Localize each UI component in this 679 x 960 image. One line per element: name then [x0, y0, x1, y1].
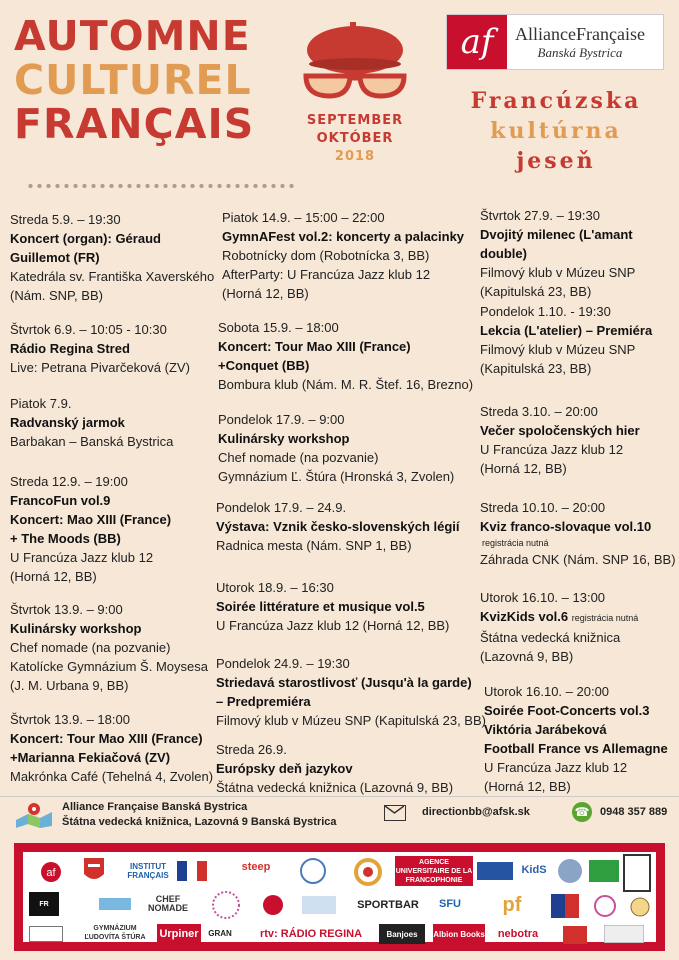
registration-note: registrácia nutná — [482, 538, 549, 548]
event-item: Utorok 16.10. – 20:00 Soirée Foot-Concerts vol.3 Viktória Jarábeková Football France vs Allemagne U Francúza Jazz klub 12 (Horná 12, BB) — [484, 684, 668, 794]
partner-logo — [477, 862, 513, 880]
partner-logo: steep — [241, 860, 271, 873]
partner-logo — [81, 856, 107, 886]
event-item: Streda 5.9. – 19:30 Koncert (organ): Géraud Guillemot (FR) Katedrála sv. Františka Xaverského (Nám. SNP, BB) — [10, 212, 215, 303]
partner-logo — [549, 892, 581, 920]
partner-logo: INSTITUT FRANÇAIS — [127, 862, 169, 880]
event-item: Piatok 14.9. – 15:00 – 22:00 GymnAFest vol.2: koncerty a palacinky Robotnícky dom (Robotnícka 3, BB) AfterParty: U Francúza Jazz klub 12 (Horná 12, BB) — [222, 210, 465, 301]
event-item: Štvrtok 13.9. – 18:00 Koncert: Tour Mao XIII (France) +Marianna Fekiačová (ZV) Makrónka Café (Tehelná 4, Zvolen) — [10, 712, 214, 784]
event-item: Pondelok 17.9. – 24.9. Výstava: Vznik česko-slovenských légií Radnica mesta (Nám. SNP 1, BB) — [216, 500, 460, 553]
date-range — [296, 112, 414, 166]
event-item: Streda 10.10. – 20:00 Kviz franco-slovaque vol.10 registrácia nutná Záhrada CNK (Nám. SNP 16, BB) — [480, 500, 676, 567]
partner-logo: KidS — [521, 863, 547, 876]
title-line-1: AUTOMNE — [14, 12, 251, 60]
partner-logo: pf — [502, 893, 522, 916]
partner-logo — [293, 856, 333, 886]
partner-logo — [563, 926, 587, 944]
partner-logo: Urpiner — [157, 924, 201, 944]
event-item: Piatok 7.9. Radvanský jarmok Barbakan – Banská Bystrica — [10, 396, 174, 449]
event-item: Štvrtok 13.9. – 9:00 Kulinársky workshop Chef nomade (na pozvanie) Katolícke Gymnázium Š. Moysesa (J. M. Urbana 9, BB) — [10, 602, 208, 693]
beret-glasses-icon — [296, 14, 414, 110]
partner-logo — [591, 892, 619, 920]
festival-title — [14, 14, 254, 146]
event-item: Utorok 16.10. – 13:00 KvizKids vol.6 registrácia nutná Štátna vedecká knižnica (Lazovná 9, BB) — [480, 590, 639, 664]
partner-logos — [14, 843, 665, 951]
dotted-divider — [26, 183, 296, 189]
sk-title-line-1: Francúzska — [470, 88, 642, 114]
partner-logo — [555, 856, 585, 886]
slovak-title — [436, 86, 676, 176]
year: 2018 — [334, 149, 376, 164]
partner-logo — [175, 856, 209, 886]
partner-logo — [599, 924, 649, 944]
registration-note: registrácia nutná — [571, 613, 639, 623]
af-city: Banská Bystrica — [537, 44, 623, 60]
sk-title-line-3: jeseň — [516, 148, 596, 174]
month-october: OKTÓBER — [316, 131, 394, 146]
partner-logo: GRAN — [208, 928, 232, 938]
partner-logo: rtv: RÁDIO REGINA — [259, 927, 363, 940]
partner-logo — [209, 890, 243, 920]
partner-logo: FR — [29, 892, 59, 916]
svg-text:af: af — [46, 867, 56, 879]
af-name: AllianceFrançaise — [515, 23, 645, 44]
partner-logo: nebotra — [497, 927, 539, 940]
title-line-3: FRANÇAIS — [14, 100, 255, 148]
partner-logo — [29, 926, 63, 942]
title-line-2: CULTUREL — [14, 56, 252, 104]
partner-logo — [299, 892, 339, 918]
partner-logo — [349, 856, 387, 888]
partner-logo: CHEF NOMADE — [148, 894, 188, 913]
footer-org: Alliance Française Banská Bystrica — [62, 801, 248, 813]
footer-address — [62, 800, 337, 830]
partner-logo — [589, 860, 619, 882]
event-item: Utorok 18.9. – 16:30 Soirée littérature et musique vol.5 U Francúza Jazz klub 12 (Horná 12, BB) — [216, 580, 450, 633]
event-item: Streda 3.10. – 20:00 Večer spoločenských hier U Francúza Jazz klub 12 (Horná 12, BB) — [480, 404, 640, 476]
event-item: Štvrtok 27.9. – 19:30 Dvojitý milenec (L'amant double) Filmový klub v Múzeu SNP (Kapitulská 23, BB) — [480, 208, 636, 299]
partner-logo — [623, 854, 651, 892]
partner-logo — [627, 894, 653, 920]
footer-phone[interactable]: 0948 357 889 — [600, 806, 668, 818]
partner-logo: Albion Books — [433, 924, 485, 944]
partner-logo — [99, 898, 131, 910]
af-mark: af — [447, 15, 507, 69]
event-item: Pondelok 24.9. – 19:30 Striedavá starostlivosť (Jusqu'à la garde) – Predpremiéra Filmový klub v Múzeu SNP (Kapitulská 23, BB) — [216, 656, 486, 728]
alliance-francaise-logo — [446, 14, 664, 70]
partner-logo: AGENCE UNIVERSITAIRE DE LA FRANCOPHONIE — [395, 856, 473, 886]
month-september: SEPTEMBER — [306, 113, 404, 128]
sk-title-line-2: kultúrna — [490, 118, 622, 144]
event-item: Sobota 15.9. – 18:00 Koncert: Tour Mao XIII (France) +Conquet (BB) Bombura klub (Nám. M. R. Štef. 16, Brezno) — [218, 320, 474, 392]
footer-street: Štátna vedecká knižnica, Lazovná 9 Banská Bystrica — [62, 816, 337, 828]
event-item: Streda 12.9. – 19:00 FrancoFun vol.9 Koncert: Mao XIII (France) + The Moods (BB) U Francúza Jazz klub 12 (Horná 12, BB) — [10, 474, 172, 584]
event-item: Streda 26.9. Európsky deň jazykov Štátna vedecká knižnica (Lazovná 9, BB) — [216, 742, 454, 795]
mail-icon — [384, 805, 406, 821]
event-item: Štvrtok 6.9. – 10:05 - 10:30 Rádio Regina Stred Live: Petrana Pivarčeková (ZV) — [10, 322, 190, 375]
partner-logo — [37, 858, 65, 886]
partner-logo: SFU — [439, 897, 461, 910]
partner-logo — [259, 892, 287, 918]
partner-logo: GYMNÁZIUM ĽUDOVÍTA ŠTÚRA — [84, 925, 146, 941]
event-item: Pondelok 1.10. - 19:30 Lekcia (L'atelier) – Premiéra Filmový klub v Múzeu SNP (Kapitulská 23, BB) — [480, 304, 653, 376]
footer-email[interactable]: directionbb@afsk.sk — [422, 806, 530, 818]
partner-logo: SPORTBAR — [357, 898, 419, 911]
map-pin-icon — [14, 802, 54, 828]
event-item: Pondelok 17.9. – 9:00 Kulinársky workshop Chef nomade (na pozvanie) Gymnázium Ľ. Štúra (Hronská 3, Zvolen) — [218, 412, 455, 484]
phone-icon: ☎ — [572, 802, 592, 822]
partner-logo: Banjoes — [379, 924, 425, 944]
